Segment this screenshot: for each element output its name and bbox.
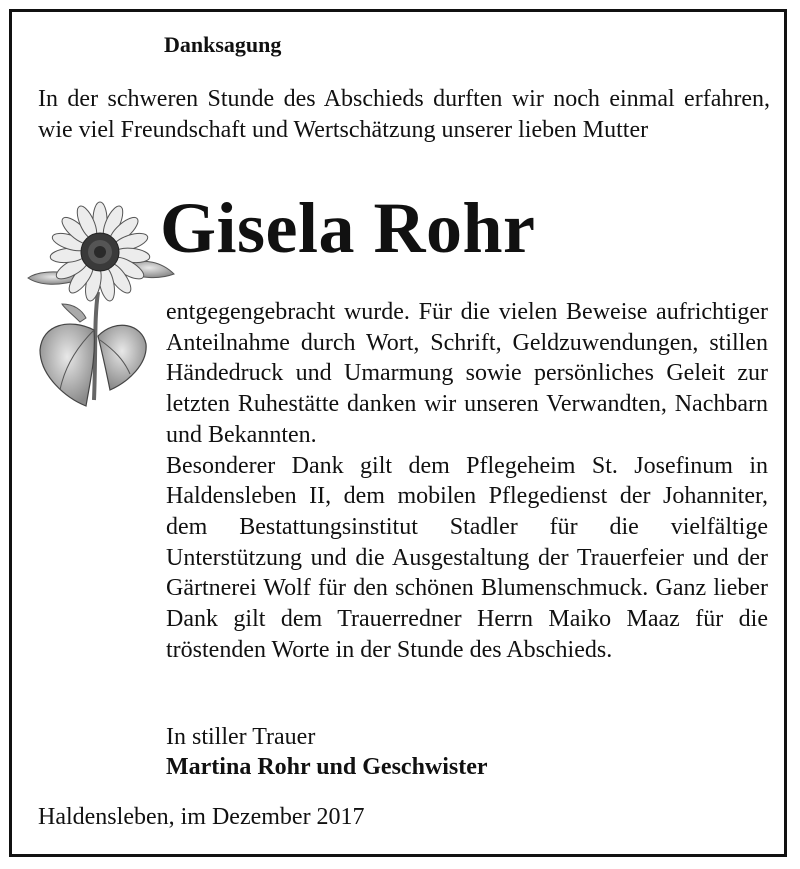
place-date: Haldensleben, im Dezember 2017 [38,804,365,830]
body-paragraph: entgegengebracht wurde. Für die vielen Beweise aufrichtiger Anteilnahme durch Wort, Schrift, Geldzuwendungen, stillen Händedruck und Umarmung sowie persönliches Geleit zur letzten Ruhestätte danken wir unseren Verwandten, Nachbarn und Bekannten. [166,299,768,448]
intro-text: In der schweren Stunde des Abschieds durften wir noch einmal erfahren, wie viel Freundschaft und Wertschätzung unserer lieben Mutter [38,86,770,143]
body-paragraph: Besonderer Dank gilt dem Pflegeheim St. Josefinum in Haldensleben II, dem mobilen Pflegedienst der Johanniter, dem Bestattungsinstitut Stadler für die vielfältige Unterstützung und die Ausgestaltung der Trauerfeier und der Gärtnerei Wolf für den schönen Blumenschmuck. Ganz lieber Dank gilt dem Trauerredner Herrn Maiko Maaz für die tröstenden Worte in der Stunde des Abschieds. [166,452,768,663]
signers: Martina Rohr und Geschwister [166,754,488,780]
body-text [166,297,768,665]
closing-line: In stiller Trauer [166,724,316,750]
sunflower-icon [24,200,180,414]
notice-heading: Danksagung [164,32,282,57]
deceased-name: Gisela Rohr [160,188,536,268]
